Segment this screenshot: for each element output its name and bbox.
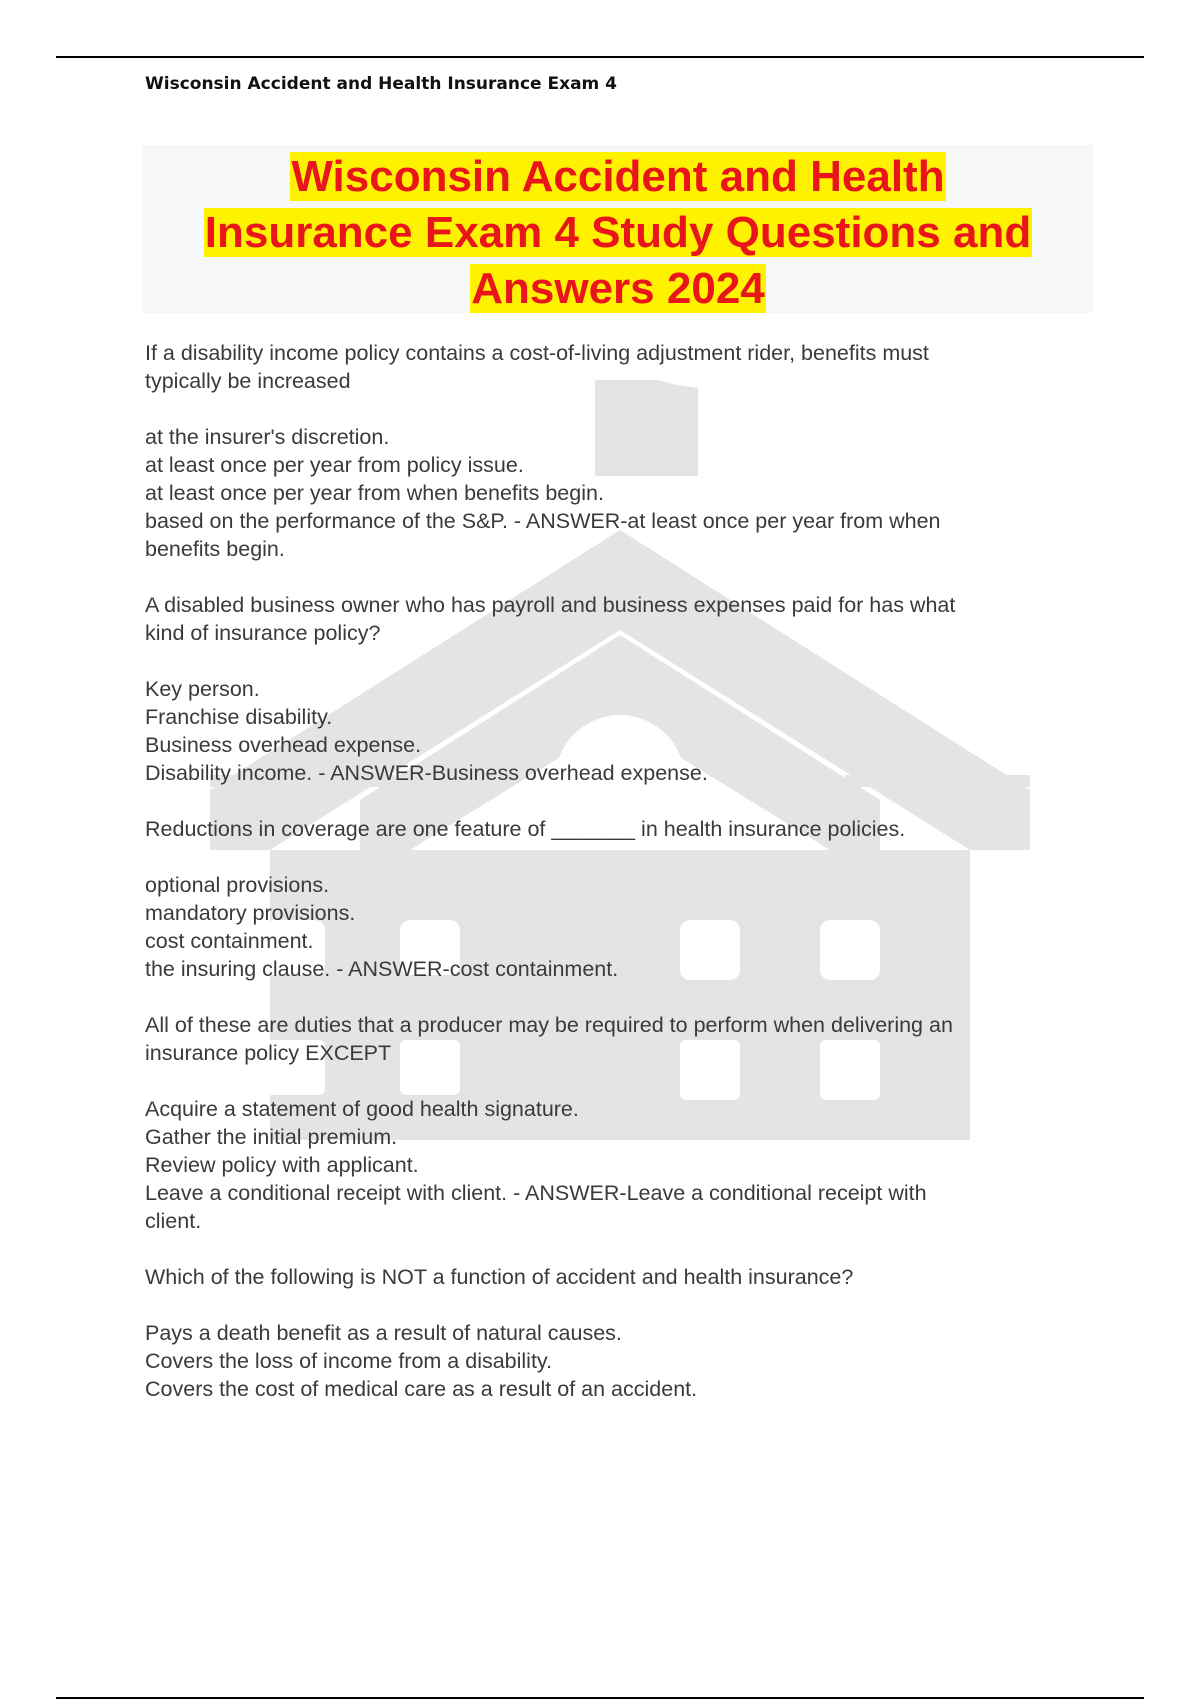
option-line: Gather the initial premium. <box>145 1125 398 1149</box>
option-line: client. <box>145 1209 202 1233</box>
options-5 <box>145 1319 1080 1403</box>
options-4 <box>145 1095 1080 1235</box>
question-4 <box>145 1011 1080 1067</box>
title-line-3: Answers 2024 <box>471 264 765 313</box>
question-3 <box>145 815 1080 843</box>
option-line: Franchise disability. <box>145 705 333 729</box>
option-line: Key person. <box>145 677 260 701</box>
title-line-2: Insurance Exam 4 Study Questions and <box>204 208 1032 257</box>
top-rule <box>56 56 1144 58</box>
text-line: Which of the following is NOT a function of accident and health insurance? <box>145 1265 854 1289</box>
text-line: If a disability income policy contains a cost-of-living adjustment rider, benefits must <box>145 341 929 365</box>
bottom-rule <box>56 1697 1144 1699</box>
options-3 <box>145 871 1080 983</box>
option-line: at the insurer's discretion. <box>145 425 390 449</box>
option-line: at least once per year from policy issue. <box>145 453 524 477</box>
title-line-1: Wisconsin Accident and Health <box>291 152 945 201</box>
option-line: based on the performance of the S&P. - ANSWER-at least once per year from when <box>145 509 941 533</box>
option-line: Covers the cost of medical care as a result of an accident. <box>145 1377 698 1401</box>
option-line: optional provisions. <box>145 873 330 897</box>
option-line: benefits begin. <box>145 537 285 561</box>
options-1 <box>145 423 1080 563</box>
option-line: mandatory provisions. <box>145 901 356 925</box>
question-5 <box>145 1263 1080 1291</box>
text-line: All of these are duties that a producer may be required to perform when delivering an <box>145 1013 953 1037</box>
questions-content <box>145 339 1080 1431</box>
text-line: typically be increased <box>145 369 351 393</box>
text-line: insurance policy EXCEPT <box>145 1041 392 1065</box>
option-line: Acquire a statement of good health signature. <box>145 1097 579 1121</box>
question-1 <box>145 339 1080 395</box>
option-line: Business overhead expense. <box>145 733 422 757</box>
option-line: Pays a death benefit as a result of natural causes. <box>145 1321 622 1345</box>
text-line: kind of insurance policy? <box>145 621 381 645</box>
running-header: Wisconsin Accident and Health Insurance Exam 4 <box>145 74 618 94</box>
option-line: Leave a conditional receipt with client. - ANSWER-Leave a conditional receipt with <box>145 1181 927 1205</box>
title-banner <box>143 145 1093 313</box>
option-line: Review policy with applicant. <box>145 1153 419 1177</box>
option-line: the insuring clause. - ANSWER-cost containment. <box>145 957 619 981</box>
document-title <box>143 145 1093 317</box>
question-2 <box>145 591 1080 647</box>
text-line: Reductions in coverage are one feature of _______ in health insurance policies. <box>145 817 906 841</box>
option-line: Covers the loss of income from a disability. <box>145 1349 553 1373</box>
options-2 <box>145 675 1080 787</box>
option-line: Disability income. - ANSWER-Business overhead expense. <box>145 761 708 785</box>
text-line: A disabled business owner who has payroll and business expenses paid for has what <box>145 593 956 617</box>
option-line: at least once per year from when benefits begin. <box>145 481 604 505</box>
option-line: cost containment. <box>145 929 314 953</box>
